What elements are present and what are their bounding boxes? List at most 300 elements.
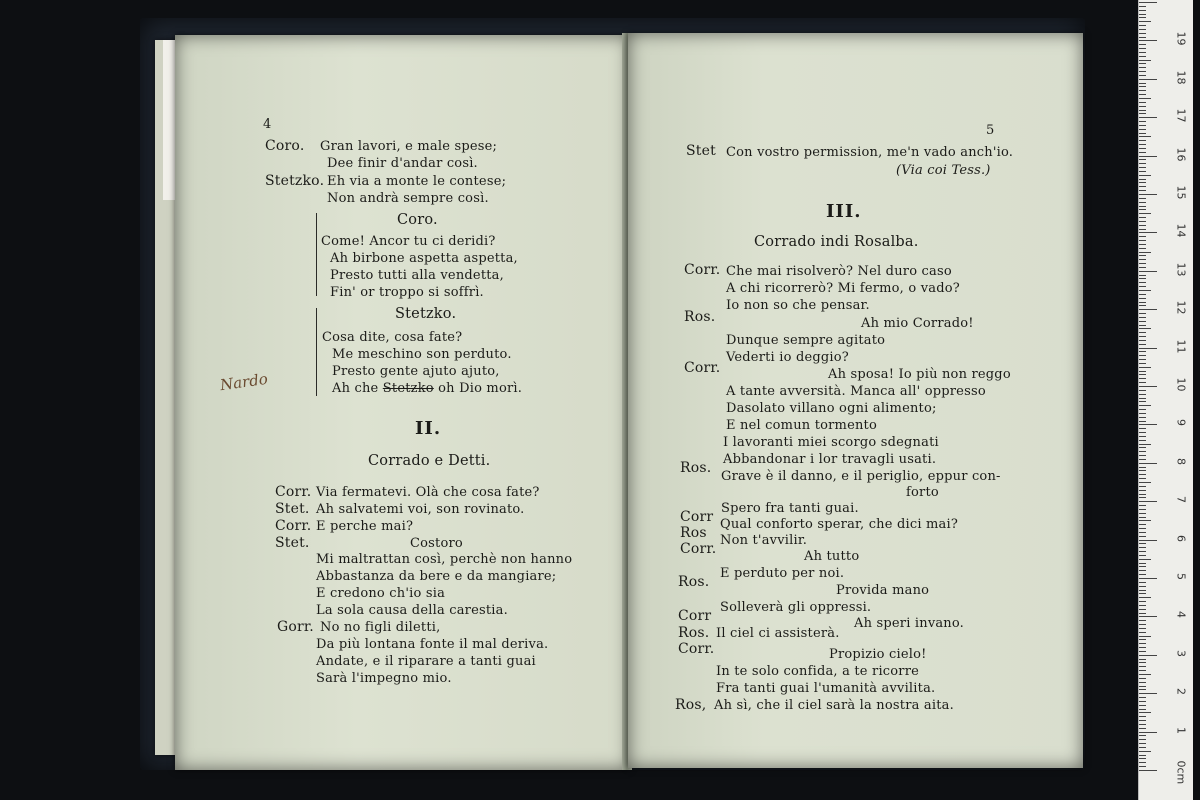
ruler-tick [1139, 133, 1146, 134]
ruler-tick [1139, 102, 1146, 103]
verse-line: E nel comun tormento [726, 418, 877, 433]
ruler-tick [1139, 83, 1146, 84]
ruler-tick [1139, 728, 1146, 729]
scene-title: Corrado e Detti. [368, 453, 491, 469]
ruler-label: 7 [1174, 496, 1188, 504]
ruler-label: 12 [1174, 300, 1188, 315]
ruler-tick [1139, 632, 1146, 633]
ruler-tick [1139, 321, 1146, 322]
ruler-tick [1139, 401, 1146, 402]
handwritten-margin-note: Nardo [218, 369, 269, 395]
ruler-tick [1139, 405, 1151, 406]
ruler-tick [1139, 566, 1146, 567]
ruler-tick [1139, 659, 1146, 660]
ruler-tick [1139, 244, 1146, 245]
speaker: Corr. [678, 641, 715, 657]
verse-line: Fra tanti guai l'umanità avvilita. [716, 681, 936, 696]
ruler-tick [1139, 590, 1146, 591]
ruler-label: 15 [1174, 185, 1188, 200]
ruler-tick [1139, 17, 1146, 18]
verse-text: oh Dio morì. [438, 381, 523, 396]
ruler-label: 17 [1174, 108, 1188, 123]
ruler-tick [1139, 570, 1146, 571]
ruler-tick [1139, 682, 1146, 683]
ruler-tick [1139, 302, 1146, 303]
ruler-tick [1139, 417, 1146, 418]
verse-line: Solleverà gli oppressi. [720, 600, 872, 615]
ruler-tick [1139, 37, 1146, 38]
verse-line: Qual conforto sperar, che dici mai? [720, 517, 959, 532]
ruler-tick [1139, 643, 1146, 644]
ruler-tick [1139, 674, 1151, 675]
ruler-tick [1139, 240, 1146, 241]
ruler-tick [1139, 478, 1146, 479]
ruler-tick [1139, 747, 1146, 748]
ruler-tick [1139, 394, 1146, 395]
ruler-tick [1139, 63, 1146, 64]
ruler-tick [1139, 444, 1151, 445]
ruler-tick [1139, 106, 1146, 107]
ruler-tick [1139, 305, 1146, 306]
verse-line: Andate, e il riparare a tanti guai [316, 654, 536, 669]
ruler-tick [1139, 129, 1146, 130]
verse-line: Ah mio Corrado! [861, 316, 974, 331]
ruler-tick [1139, 701, 1146, 702]
ruler-tick [1139, 56, 1146, 57]
ruler-tick [1139, 163, 1146, 164]
ruler-tick [1139, 367, 1151, 368]
verse-line: Mi maltrattan così, perchè non hanno [316, 552, 573, 567]
ruler-tick [1139, 332, 1146, 333]
verse-line: Ah salvatemi voi, son rovinato. [316, 502, 525, 517]
ruler-tick [1139, 766, 1146, 767]
ruler-label: 0cm [1174, 760, 1188, 785]
verse-line: Presto gente ajuto ajuto, [332, 364, 500, 379]
ruler-tick [1139, 432, 1146, 433]
ruler-tick [1139, 551, 1146, 552]
ruler-tick [1139, 344, 1146, 345]
ruler-tick [1139, 762, 1146, 763]
ruler-tick [1139, 48, 1146, 49]
scene-number: II. [415, 418, 442, 439]
ruler-tick [1139, 190, 1146, 191]
ruler-tick [1139, 467, 1146, 468]
ruler-tick [1139, 98, 1151, 99]
ruler-tick [1139, 140, 1146, 141]
ruler-tick [1139, 424, 1157, 425]
ruler-tick [1139, 386, 1157, 387]
ruler-tick [1139, 206, 1146, 207]
ruler-tick [1139, 459, 1146, 460]
ruler-tick [1139, 390, 1146, 391]
ruler-label: 4 [1174, 611, 1188, 619]
verse-line: Ah birbone aspetta aspetta, [330, 251, 518, 266]
ruler-tick [1139, 670, 1146, 671]
ruler-tick [1139, 221, 1146, 222]
verse-line: E perduto per noi. [720, 566, 845, 581]
ruler-label: 18 [1174, 70, 1188, 85]
ruler-label: 16 [1174, 147, 1188, 162]
verse-line: E perche mai? [316, 519, 414, 534]
ruler-tick [1139, 605, 1146, 606]
section-heading: Coro. [397, 212, 438, 228]
ruler-tick [1139, 278, 1146, 279]
ruler-tick [1139, 755, 1146, 756]
ruler-tick [1139, 647, 1146, 648]
verse-line: E credono ch'io sia [316, 586, 446, 601]
ruler-tick [1139, 540, 1157, 541]
ruler-label: 13 [1174, 262, 1188, 277]
ruler-tick [1139, 624, 1146, 625]
ruler-tick [1139, 198, 1146, 199]
ruler-tick [1139, 382, 1146, 383]
ruler-tick [1139, 678, 1146, 679]
ruler-tick [1139, 735, 1146, 736]
ruler-tick [1139, 689, 1146, 690]
speaker: Corr [680, 509, 714, 525]
speaker: Ros, [675, 697, 707, 713]
ruler-tick [1139, 29, 1146, 30]
ruler-label: 14 [1174, 223, 1188, 238]
ruler-tick [1139, 348, 1157, 349]
ruler-tick [1139, 125, 1146, 126]
ruler-tick [1139, 21, 1151, 22]
ruler-tick [1139, 6, 1146, 7]
ruler-tick [1139, 225, 1146, 226]
ruler-tick [1139, 712, 1151, 713]
ruler-tick [1139, 263, 1146, 264]
ruler-tick [1139, 336, 1146, 337]
verse-line: Sarà l'impegno mio. [316, 671, 452, 686]
ruler-tick [1139, 513, 1146, 514]
ruler-tick [1139, 428, 1146, 429]
ruler-label: 9 [1174, 419, 1188, 427]
ruler-tick [1139, 309, 1157, 310]
ruler-tick [1139, 482, 1151, 483]
ruler-tick [1139, 470, 1146, 471]
ruler-tick [1139, 171, 1146, 172]
verse-line: Spero fra tanti guai. [721, 501, 859, 516]
ruler-tick [1139, 167, 1146, 168]
ruler-tick [1139, 666, 1146, 667]
ruler-tick [1139, 33, 1146, 34]
ruler-tick [1139, 317, 1146, 318]
bracket [316, 308, 317, 396]
verse-line: Abbandonar i lor travagli usati. [723, 452, 937, 467]
ruler-tick [1139, 71, 1146, 72]
ruler-tick [1139, 547, 1146, 548]
ruler-tick [1139, 229, 1146, 230]
verse-line: Ah tutto [804, 549, 860, 564]
ruler-tick [1139, 505, 1146, 506]
ruler-tick [1139, 325, 1146, 326]
ruler-tick [1139, 248, 1146, 249]
ruler-tick [1139, 494, 1146, 495]
ruler-tick [1139, 628, 1146, 629]
stage-direction: (Via coi Tess.) [896, 163, 991, 178]
ruler-tick [1139, 524, 1146, 525]
speaker: Corr. [684, 262, 721, 278]
speaker: Ros. [678, 574, 710, 590]
ruler-tick [1139, 517, 1146, 518]
ruler-tick [1139, 578, 1157, 579]
verse-line: Ah sì, che il ciel sarà la nostra aita. [714, 698, 954, 713]
ruler-tick [1139, 86, 1146, 87]
ruler-tick [1139, 716, 1146, 717]
ruler-tick [1139, 255, 1146, 256]
ruler-tick [1139, 686, 1146, 687]
ruler-tick [1139, 156, 1157, 157]
speaker: Ros. [680, 460, 712, 476]
speaker: Corr [678, 608, 712, 624]
verse-line: Propizio cielo! [829, 647, 927, 662]
ruler-label: 11 [1174, 339, 1188, 354]
ruler-tick [1139, 636, 1151, 637]
speaker: Stet. [275, 501, 310, 517]
ruler-tick [1139, 705, 1146, 706]
verse-line: Provida mano [836, 583, 930, 598]
ruler-tick [1139, 202, 1146, 203]
verse-line: Dasolato villano ogni alimento; [726, 401, 937, 416]
ruler-tick [1139, 616, 1157, 617]
verse-line: Con vostro permission, me'n vado anch'io. [726, 145, 1014, 160]
ruler-tick [1139, 313, 1146, 314]
ruler-tick [1139, 148, 1146, 149]
ruler-tick [1139, 52, 1146, 53]
verse-line: Il ciel ci assisterà. [716, 626, 840, 641]
verse-line: Che mai risolverò? Nel duro caso [726, 264, 952, 279]
ruler-tick [1139, 152, 1146, 153]
ruler-tick [1139, 67, 1146, 68]
ruler-tick [1139, 267, 1146, 268]
ruler-tick [1139, 655, 1157, 656]
verse-line: Via fermatevi. Olà che cosa fate? [316, 485, 540, 500]
page-number: 4 [263, 117, 272, 132]
ruler-label: 10 [1174, 377, 1188, 392]
ruler-tick [1139, 179, 1146, 180]
verse-line: Ah speri invano. [854, 616, 965, 631]
ruler-tick [1139, 186, 1146, 187]
ruler-tick [1139, 543, 1146, 544]
page-number: 5 [986, 123, 995, 138]
ruler-tick [1139, 593, 1146, 594]
ruler-tick [1139, 90, 1146, 91]
ruler-tick [1139, 340, 1146, 341]
ruler-tick [1139, 724, 1146, 725]
verse-line: forto [906, 485, 939, 500]
ruler-tick [1139, 60, 1151, 61]
ruler-tick [1139, 252, 1151, 253]
verse-line: Da più lontana fonte il mal deriva. [316, 637, 549, 652]
ruler-tick [1139, 758, 1146, 759]
ruler-tick [1139, 355, 1146, 356]
ruler-tick [1139, 421, 1146, 422]
ruler-tick [1139, 447, 1146, 448]
ruler-tick [1139, 440, 1146, 441]
ruler-tick [1139, 520, 1151, 521]
ruler-tick [1139, 159, 1146, 160]
ruler-tick [1139, 175, 1151, 176]
speaker: Stet [686, 143, 716, 159]
ruler-tick [1139, 451, 1146, 452]
ruler-tick [1139, 110, 1146, 111]
ruler-tick [1139, 75, 1146, 76]
ruler-tick [1139, 732, 1157, 733]
verse-line: Vederti io deggio? [726, 350, 849, 365]
ruler-tick [1139, 597, 1151, 598]
verse-line: A chi ricorrerò? Mi fermo, o vado? [726, 281, 960, 296]
measurement-ruler [1138, 0, 1193, 800]
ruler-label: 2 [1174, 688, 1188, 696]
verse-line: Non andrà sempre così. [327, 191, 489, 206]
bracket [316, 213, 317, 296]
ruler-tick [1139, 501, 1157, 502]
ruler-tick [1139, 693, 1157, 694]
speaker: Corr. [275, 518, 312, 534]
ruler-tick [1139, 209, 1146, 210]
ruler-tick [1139, 359, 1146, 360]
verse-text: Ah che [332, 381, 379, 396]
ruler-tick [1139, 182, 1146, 183]
ruler-tick [1139, 271, 1157, 272]
verse-line: Gran lavori, e male spese; [320, 139, 498, 154]
verse-line: A tante avversità. Manca all' oppresso [726, 384, 986, 399]
ruler-tick [1139, 378, 1146, 379]
ruler-tick [1139, 536, 1146, 537]
ruler-tick [1139, 363, 1146, 364]
ruler-tick [1139, 463, 1157, 464]
section-heading: Stetzko. [395, 306, 457, 322]
ruler-tick [1139, 79, 1157, 80]
speaker: Corr. [275, 484, 312, 500]
ruler-tick [1139, 117, 1157, 118]
ruler-tick [1139, 25, 1146, 26]
ruler-tick [1139, 236, 1146, 237]
scene-number: III. [826, 201, 862, 222]
ruler-tick [1139, 374, 1146, 375]
ruler-tick [1139, 371, 1146, 372]
verse-line: I lavoranti miei scorgo sdegnati [723, 435, 939, 450]
ruler-tick [1139, 474, 1146, 475]
speaker: Ros. [678, 625, 710, 641]
ruler-tick [1139, 194, 1157, 195]
verse-line: Costoro [410, 536, 463, 551]
ruler-tick [1139, 497, 1146, 498]
ruler-tick [1139, 351, 1146, 352]
ruler-tick [1139, 136, 1151, 137]
scene-title: Corrado indi Rosalba. [754, 234, 919, 250]
ruler-tick [1139, 298, 1146, 299]
verse-line: Dunque sempre agitato [726, 333, 886, 348]
ruler-tick [1139, 720, 1146, 721]
ruler-label: 19 [1174, 31, 1188, 46]
verse-line: La sola causa della carestia. [316, 603, 508, 618]
struck-word: Stetzko [382, 381, 434, 396]
verse-line: Abbastanza da bere e da mangiare; [316, 569, 557, 584]
ruler-tick [1139, 609, 1146, 610]
ruler-tick [1139, 144, 1146, 145]
ruler-tick [1139, 751, 1151, 752]
ruler-tick [1139, 275, 1146, 276]
ruler-tick [1139, 490, 1146, 491]
ruler-label: 8 [1174, 457, 1188, 465]
speaker: Corr. [680, 541, 717, 557]
speaker: Ros [680, 525, 707, 541]
ruler-label: 6 [1174, 534, 1188, 542]
verse-line: Me meschino son perduto. [332, 347, 512, 362]
ruler-tick [1139, 282, 1146, 283]
verse-line: Presto tutti alla vendetta, [330, 268, 504, 283]
ruler-tick [1139, 586, 1146, 587]
left-page [175, 35, 630, 770]
ruler-tick [1139, 613, 1146, 614]
ruler-tick [1139, 94, 1146, 95]
ruler-tick [1139, 409, 1146, 410]
speaker: Corr. [684, 360, 721, 376]
ruler-tick [1139, 582, 1146, 583]
ruler-tick [1139, 10, 1146, 11]
ruler-tick [1139, 40, 1157, 41]
verse-line: Non t'avvilir. [720, 533, 808, 548]
ruler-tick [1139, 286, 1146, 287]
verse-line: Come! Ancor tu ci deridi? [321, 234, 496, 249]
verse-line: Fin' or troppo si soffrì. [330, 285, 484, 300]
verse-line: No no figli diletti, [320, 620, 441, 635]
verse-line: Eh via a monte le contese; [327, 174, 507, 189]
ruler-tick [1139, 601, 1146, 602]
ruler-tick [1139, 528, 1146, 529]
speaker: Gorr. [277, 619, 314, 635]
speaker: Coro. [265, 138, 305, 154]
verse-line [332, 381, 522, 396]
ruler-label: 1 [1174, 726, 1188, 734]
right-page [628, 33, 1083, 768]
speaker: Stetzko. [265, 173, 325, 189]
ruler-tick [1139, 743, 1146, 744]
speaker: Stet. [275, 535, 310, 551]
ruler-tick [1139, 259, 1146, 260]
ruler-tick [1139, 697, 1146, 698]
ruler-tick [1139, 620, 1146, 621]
ruler-tick [1139, 232, 1157, 233]
ruler-label: 3 [1174, 649, 1188, 657]
ruler-tick [1139, 709, 1146, 710]
ruler-tick [1139, 413, 1146, 414]
ruler-tick [1139, 563, 1146, 564]
ruler-tick [1139, 532, 1146, 533]
verse-line: Dee finir d'andar così. [327, 156, 478, 171]
ruler-tick [1139, 213, 1151, 214]
speaker: Ros. [684, 309, 716, 325]
ruler-tick [1139, 290, 1151, 291]
verse-line: Ah sposa! Io più non reggo [828, 367, 1011, 382]
verse-line: Grave è il danno, e il periglio, eppur con- [721, 469, 1001, 484]
ruler-tick [1139, 121, 1146, 122]
ruler-label: 5 [1174, 573, 1188, 580]
ruler-tick [1139, 662, 1146, 663]
ruler-tick [1139, 455, 1146, 456]
verse-line: Io non so che pensar. [726, 298, 870, 313]
ruler-tick [1139, 739, 1146, 740]
ruler-tick [1139, 574, 1146, 575]
ruler-tick [1139, 770, 1157, 771]
ruler-tick [1139, 436, 1146, 437]
verse-line: In te solo confida, a te ricorre [716, 664, 920, 679]
ruler-tick [1139, 509, 1146, 510]
ruler-tick [1139, 2, 1157, 3]
ruler-tick [1139, 294, 1146, 295]
ruler-tick [1139, 328, 1151, 329]
